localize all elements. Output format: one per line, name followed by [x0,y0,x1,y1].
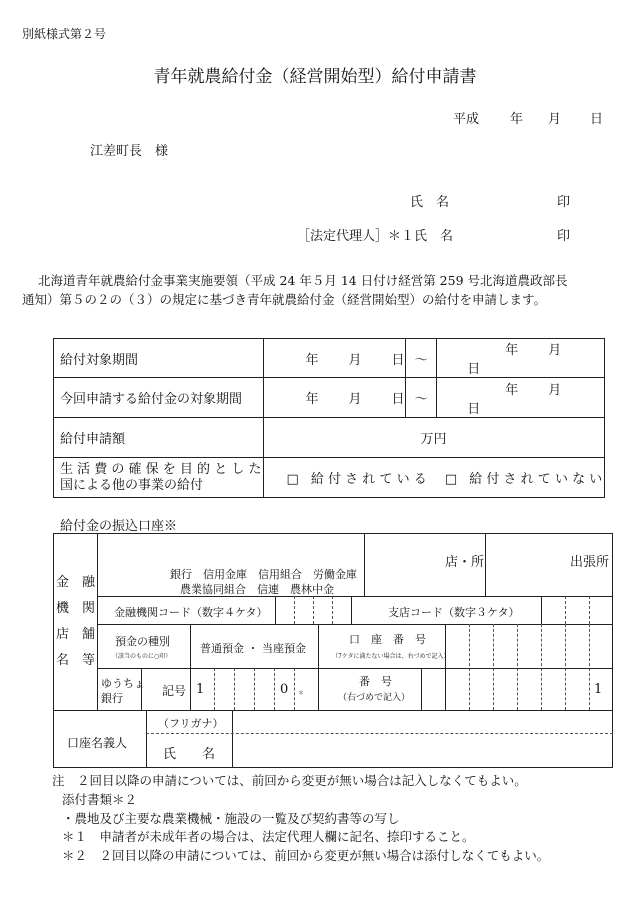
date-day: 日 [590,112,604,127]
account-holder-label: 口座名義人 [67,736,128,750]
amount-field[interactable]: 万円 [264,418,605,458]
period-start[interactable]: 年 月 日 [264,339,406,378]
branch-code-box-3[interactable] [589,596,590,624]
bank-caption: 給付金の振込口座※ [60,519,178,534]
date-month: 月 [548,112,562,127]
amount-label: 給付申請額 [54,418,264,458]
furigana-divider [146,733,613,734]
option-no: 給 付 さ れ て い な い [469,472,603,487]
inst-code-box-2[interactable] [294,596,295,624]
applicant-seal: 印 [557,195,571,210]
bango-note: （右づめで記入） [338,693,411,703]
acct-box-3[interactable] [517,624,518,710]
kigo-zero[interactable]: 0 [280,682,289,697]
kigo-box-5 [294,668,295,710]
kigo-label: 記号 [162,684,187,698]
acct-box-2[interactable] [493,624,494,710]
checkbox-no[interactable]: □ [444,472,458,487]
form-number: 別紙様式第２号 [22,27,107,41]
branch-code-box-2[interactable] [565,596,566,624]
holder-field-divider [232,710,233,768]
account-no-note: （7ケタに満たない場合は、右づめで記入） [332,653,450,660]
bango-label: 番 号 [359,675,392,688]
current-period-end[interactable]: 年 月日 [437,378,605,418]
deposit-type-note: （該当のものに○印） [112,653,172,660]
sub-branch: 出張所 [570,555,610,570]
acct-box-4[interactable] [541,624,542,710]
kigo-box-4 [274,668,275,710]
other-benefit-options [264,458,605,498]
note-1: 注 ２回目以降の申請については、前回から変更が無い場合は記入しなくてもよい。 [52,773,527,788]
footnote-2: ＊２ ２回目以降の申請については、前回から変更が無い場合は添付しなくてもよい。 [62,848,550,863]
option-yes: 給 付 さ れ て い る [310,472,427,487]
period-end[interactable]: 年 月日 [437,339,605,378]
holder-name-input[interactable] [236,737,606,763]
furigana-label: （フリガナ） [158,717,224,730]
bank-side-label: 金 融 機 関 店 舗 名 等 [56,575,96,668]
kigo-box-3 [254,668,255,710]
current-period-label: 今回申請する給付金の対象期間 [54,378,264,418]
holder-divider [53,710,613,711]
institution-types-2: 農業協同組合 信連 農林中金 [180,583,334,596]
branch-sub-divider [485,533,486,596]
form-title: 青年就農給付金（経営開始型）給付申請書 [153,67,477,87]
deposit-type-label: 預金の種別 [115,635,170,648]
proxy-name-label: ［法定代理人］＊１氏 名 [297,229,454,244]
account-label-left [318,624,319,710]
deposit-divider [190,624,191,710]
addressee: 江差町長 様 [90,144,169,159]
kigo-asterisk: ＊ [298,690,305,697]
checkbox-yes[interactable]: □ [286,472,299,487]
current-period-tilde: ～ [406,378,437,418]
current-period-start[interactable]: 年 月 日 [264,378,406,418]
proxy-seal: 印 [557,229,571,244]
furigana-input[interactable] [236,712,606,730]
institution-code-label: 金融機関コード（数字４ケタ） [114,606,268,619]
footnote-1: ＊１ 申請者が未成年者の場合は、法定代理人欄に記名、捺印すること。 [62,829,475,844]
acct-box-1[interactable] [469,624,470,710]
body-text-line1: 北海道青年就農給付金事業実施要領（平成 24 年５月 14 日付け経営第 259 号北海道農政部長 [38,273,568,288]
deposit-values[interactable]: 普通預金 ・ 当座預金 [200,642,306,655]
kigo-box-2 [234,668,235,710]
attachment-item: ・農地及び主要な農業機械・施設の一覧及び契約書等の写し [62,811,400,826]
date-era: 平成 [453,112,480,127]
period-tilde: ～ [406,339,437,378]
account-label-right [445,624,446,710]
kigo-box-1 [214,668,215,710]
bango-divider [421,668,422,710]
bank-side-divider [97,533,98,710]
row-a-bottom [97,596,613,597]
date-year: 年 [510,112,524,127]
branch-code-box-1[interactable] [541,596,542,624]
row-c-bottom [97,668,613,669]
kigo-first-digit[interactable]: 1 [196,682,205,697]
inst-code-box-1[interactable] [275,596,276,624]
acct-box-6[interactable] [589,624,590,710]
body-text-line2: 通知）第５の２の（３）の規定に基づき青年就農給付金（経営開始型）の給付を申請します。 [22,292,547,307]
branch-code-label: 支店コード（数字３ケタ） [388,606,520,619]
acct-box-5[interactable] [565,624,566,710]
institution-types-1: 銀行 信用金庫 信用組合 労働金庫 [170,568,357,581]
holder-name-label: 氏 名 [163,747,216,762]
inst-branch-divider [364,533,365,596]
account-no-label: 口 座 番 号 [349,633,426,646]
inst-code-end [351,596,352,624]
inst-code-box-3[interactable] [313,596,314,624]
grant-table [53,338,605,498]
yucho-label: ゆうちょ 銀行 [101,677,145,705]
bango-last-digit[interactable]: 1 [594,682,603,697]
applicant-name-label: 氏 名 [410,195,450,210]
branch-type: 店・所 [445,555,485,570]
holder-label-divider [146,710,147,768]
row-b-bottom [97,624,613,625]
other-benefit-label: 生 活 費 の 確 保 を 目 的 と し た 国による他の事業の給付 [54,458,264,498]
attachments-title: 添付書類＊２ [62,792,138,807]
period-label: 給付対象期間 [54,339,264,378]
inst-code-box-4[interactable] [332,596,333,624]
